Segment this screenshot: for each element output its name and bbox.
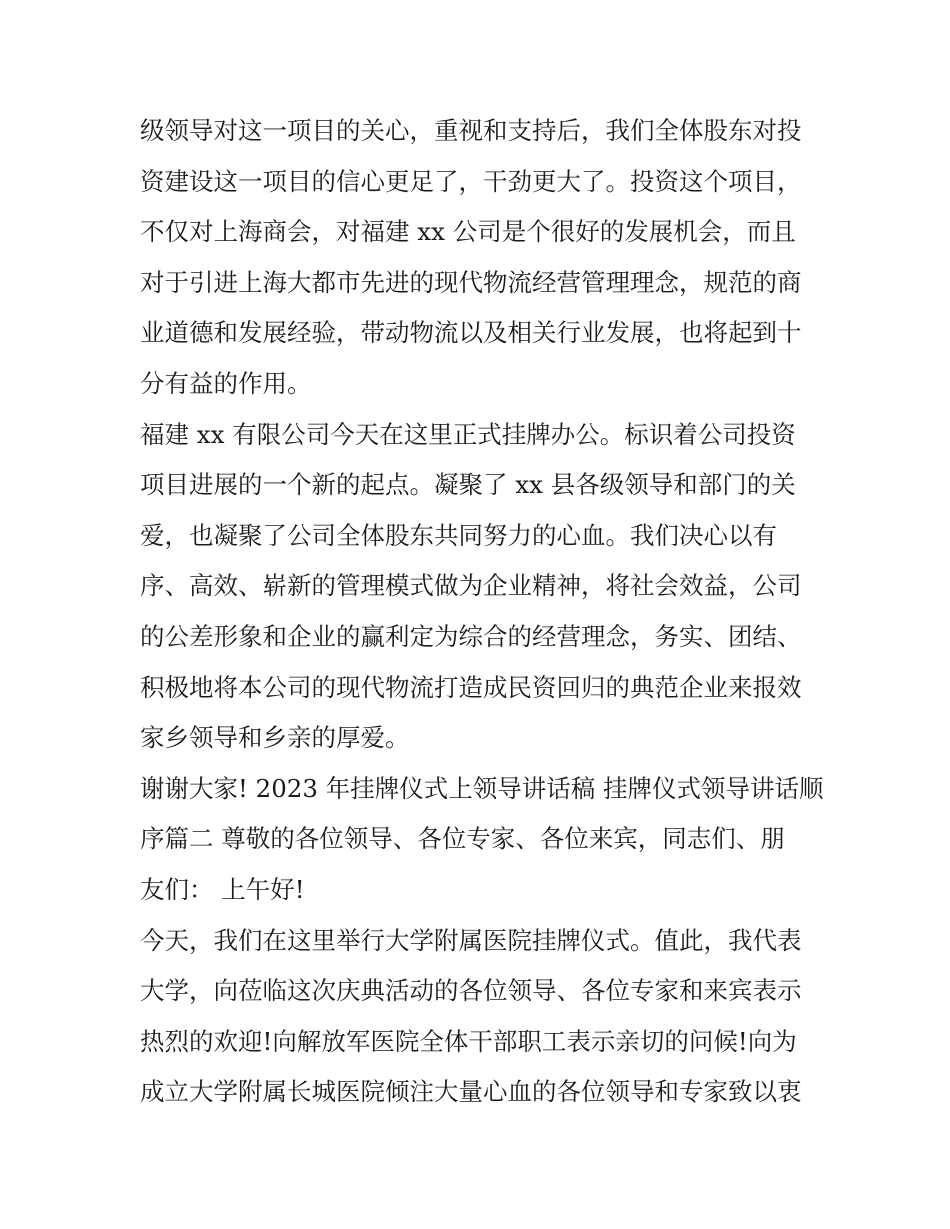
text-line: 大学，向莅临这次庆典活动的各位领导、各位专家和来宾表示 (140, 976, 802, 1006)
text-line: 友们： 上午好! (140, 874, 305, 904)
text-line: 的公差形象和企业的赢利定为综合的经营理念，务实、团结、 (140, 621, 802, 651)
text-line: 积极地将本公司的现代物流打造成民资回归的典范企业来报效 (140, 672, 802, 702)
text-line: 资建设这一项目的信心更足了，干劲更大了。投资这个项目， (140, 166, 802, 196)
text-line: 业道德和发展经验，带动物流以及相关行业发展，也将起到十 (140, 318, 802, 348)
text-line: 福建 xx 有限公司今天在这里正式挂牌办公。标识着公司投资 (140, 419, 796, 449)
text-line: 爱，也凝聚了公司全体股东共同努力的心血。我们决心以有 (140, 520, 777, 550)
text-line: 家乡领导和乡亲的厚爱。 (140, 723, 410, 753)
text-line: 谢谢大家! 2023 年挂牌仪式上领导讲话稿 挂牌仪式领导讲话顺 (140, 773, 824, 803)
text-line: 热烈的欢迎!向解放军医院全体干部职工表示亲切的问候!向为 (140, 1026, 797, 1056)
text-line: 成立大学附属长城医院倾注大量心血的各位领导和专家致以衷 (140, 1077, 802, 1107)
text-line: 项目进展的一个新的起点。凝聚了 xx 县各级领导和部门的关 (140, 470, 796, 500)
text-line: 级领导对这一项目的关心，重视和支持后，我们全体股东对投 (140, 116, 802, 145)
text-line: 不仅对上海商会，对福建 xx 公司是个很好的发展机会，而且 (140, 217, 796, 247)
text-line: 序篇二 尊敬的各位领导、各位专家、各位来宾，同志们、朋 (140, 824, 785, 854)
text-line: 分有益的作用。 (140, 368, 312, 398)
document-body (140, 106, 824, 1118)
text-line: 序、高效、崭新的管理模式做为企业精神，将社会效益，公司 (140, 571, 802, 601)
text-line: 今天，我们在这里举行大学附属医院挂牌仪式。值此，我代表 (140, 925, 802, 955)
text-line: 对于引进上海大都市先进的现代物流经营管理理念，规范的商 (140, 267, 802, 297)
